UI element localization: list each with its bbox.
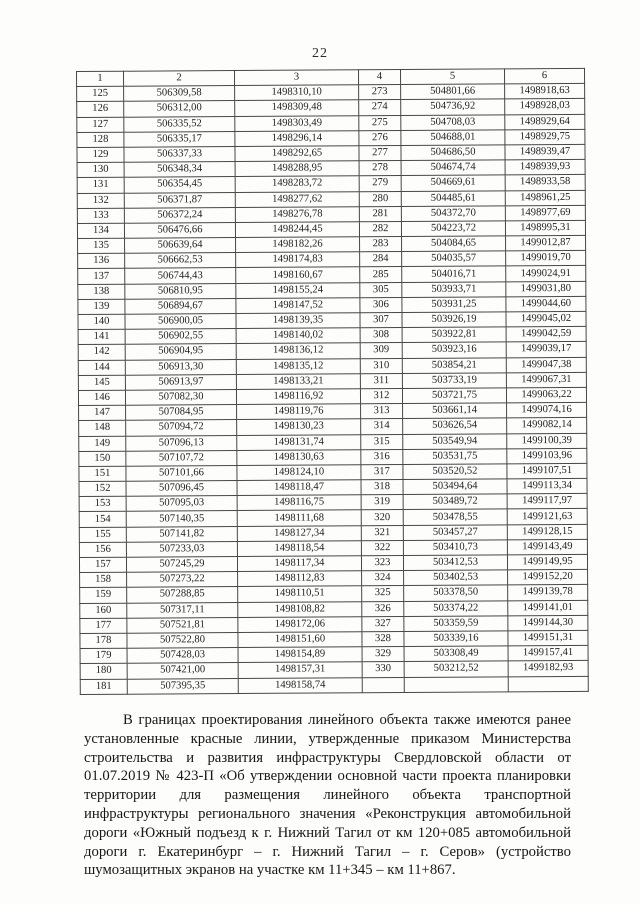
table-cell: 136 [78, 253, 125, 268]
table-cell: 322 [361, 540, 403, 555]
table-cell: 326 [362, 601, 404, 616]
table-cell: 329 [362, 647, 404, 662]
table-cell: 134 [77, 223, 124, 238]
table-cell: 1499157,41 [508, 646, 588, 662]
table-cell: 1498116,75 [237, 495, 361, 511]
table-cell: 1499152,20 [508, 570, 588, 586]
table-cell: 504686,50 [401, 145, 505, 161]
table-cell: 506354,45 [124, 177, 235, 193]
table-cell: 150 [79, 451, 126, 466]
page-number: 22 [312, 46, 328, 61]
table-cell: 1498244,45 [235, 222, 359, 238]
table-cell: 1499074,16 [507, 403, 587, 419]
table-cell: 503402,53 [404, 570, 508, 586]
table-cell: 131 [77, 178, 124, 193]
table-cell: 1499063,22 [506, 387, 586, 403]
table-cell: 1498918,63 [505, 84, 585, 100]
table-cell: 1498118,47 [237, 480, 361, 496]
table-cell: 504736,92 [401, 99, 505, 115]
table-cell: 1498310,10 [235, 85, 359, 101]
table-cell: 314 [361, 419, 403, 434]
table-cell: 503923,16 [402, 342, 506, 358]
table-cell: 1498158,74 [238, 677, 362, 693]
table-cell: 506337,33 [124, 146, 235, 162]
table-cell: 503926,19 [402, 312, 506, 328]
table-cell: 1498276,78 [235, 206, 359, 222]
table-cell: 1498140,02 [236, 328, 360, 344]
coordinates-table [76, 68, 589, 695]
table-cell: 507096,45 [126, 481, 237, 497]
table-cell: 158 [80, 572, 127, 587]
table-cell: 503933,71 [402, 282, 506, 298]
table-cell: 179 [80, 648, 127, 663]
table-cell: 504223,72 [401, 221, 505, 237]
table-cell: 503626,54 [403, 418, 507, 434]
table-cell: 319 [361, 495, 403, 510]
table-cell: 1498929,64 [505, 114, 585, 130]
table-cell: 1498117,34 [237, 556, 361, 572]
table-cell: 503478,55 [403, 509, 507, 525]
table-cell: 1499182,93 [508, 661, 588, 677]
table-cell: 507522,80 [127, 632, 238, 648]
table-cell: 1498118,54 [237, 541, 361, 557]
table-cell: 503212,52 [404, 661, 508, 677]
table-cell: 1498111,68 [237, 510, 361, 526]
table-cell: 506744,43 [125, 268, 236, 284]
table-cell: 1498110,51 [238, 586, 362, 602]
table-cell: 310 [360, 358, 402, 373]
column-header: 4 [358, 70, 400, 85]
column-header: 5 [400, 69, 504, 85]
table-cell: 503489,72 [403, 494, 507, 510]
table-cell: 1499012,87 [506, 235, 586, 251]
table-cell: 1499151,31 [508, 630, 588, 646]
table-cell: 1499042,59 [506, 327, 586, 343]
table-cell: 281 [359, 206, 401, 221]
table-cell: 503410,73 [403, 540, 507, 556]
table-cell: 307 [360, 313, 402, 328]
table-cell: 154 [79, 512, 126, 527]
table-cell: 1498108,82 [238, 601, 362, 617]
table-cell: 504674,74 [401, 160, 505, 176]
table-cell: 506335,17 [124, 131, 235, 147]
table-cell: 507428,03 [127, 648, 238, 664]
table-cell: 506639,64 [125, 238, 236, 254]
table-cell: 1499031,80 [506, 281, 586, 297]
table-cell: 1499141,01 [508, 600, 588, 616]
table-cell: 328 [362, 631, 404, 646]
table-cell: 504084,65 [402, 236, 506, 252]
table-cell: 325 [362, 586, 404, 601]
table-cell: 306 [360, 297, 402, 312]
table-cell: 1498172,06 [238, 617, 362, 633]
table-cell: 1499128,15 [507, 524, 587, 540]
table-cell: 506476,66 [124, 222, 235, 238]
table-cell: 1499139,78 [508, 585, 588, 601]
table-cell: 507094,72 [126, 420, 237, 436]
table-cell: 1499117,97 [507, 494, 587, 510]
table-cell: 507521,81 [127, 617, 238, 633]
table-cell: 1498155,24 [236, 282, 360, 298]
table-cell: 507082,30 [125, 389, 236, 405]
table-cell: 149 [79, 436, 126, 451]
table-cell: 321 [361, 525, 403, 540]
table-cell: 506371,87 [124, 192, 235, 208]
table-cell: 506312,00 [124, 101, 235, 117]
table-cell: 504016,71 [402, 266, 506, 282]
table-cell: 503308,49 [404, 646, 508, 662]
table-cell: 507141,82 [126, 526, 237, 542]
table-cell: 507273,22 [127, 572, 238, 588]
table-cell: 503922,81 [402, 327, 506, 343]
table-cell: 506913,97 [125, 374, 236, 390]
table-cell: 277 [359, 145, 401, 160]
table-cell: 503549,94 [403, 433, 507, 449]
table-cell: 1498136,12 [236, 343, 360, 359]
table-cell: 178 [80, 633, 127, 648]
table-cell: 1498127,34 [237, 525, 361, 541]
table-cell: 317 [361, 464, 403, 479]
table-cell: 507245,29 [126, 557, 237, 573]
table-cell: 1498124,10 [237, 465, 361, 481]
table-cell: 285 [360, 267, 402, 282]
table-cell: 132 [77, 193, 124, 208]
table-cell: 507096,13 [126, 435, 237, 451]
table-cell: 140 [78, 314, 125, 329]
table-cell: 155 [79, 527, 126, 542]
table-cell: 152 [79, 481, 126, 496]
table-cell: 506309,58 [124, 86, 235, 102]
table-cell: 504485,61 [401, 190, 505, 206]
table-cell: 280 [359, 191, 401, 206]
table-cell: 284 [360, 252, 402, 267]
table-cell: 1498939,93 [505, 160, 585, 176]
table-cell: 1498961,25 [505, 190, 585, 206]
table-cell: 318 [361, 480, 403, 495]
column-header: 3 [235, 70, 359, 86]
table-cell: 506810,95 [125, 283, 236, 299]
table-cell: 504372,70 [401, 206, 505, 222]
table-cell: 1498157,31 [238, 662, 362, 678]
table-cell: 507101,66 [126, 465, 237, 481]
table-cell [404, 676, 508, 692]
table-cell: 1499113,34 [507, 478, 587, 494]
table-cell: 279 [359, 176, 401, 191]
table-cell: 1499047,38 [506, 357, 586, 373]
table-cell: 507107,72 [126, 450, 237, 466]
table-cell: 503457,27 [403, 524, 507, 540]
table-cell: 503378,50 [404, 585, 508, 601]
table-cell: 141 [78, 329, 125, 344]
table-cell: 1498135,12 [236, 358, 360, 374]
table-cell: 276 [359, 130, 401, 145]
table-cell: 507095,03 [126, 496, 237, 512]
table-cell: 507084,95 [126, 405, 237, 421]
coordinates-table-body [77, 68, 589, 694]
table-cell [362, 677, 404, 692]
table-cell: 145 [78, 375, 125, 390]
table-cell: 1498116,92 [236, 389, 360, 405]
table-cell: 1498151,60 [238, 632, 362, 648]
table-cell: 311 [360, 373, 402, 388]
table-cell: 129 [77, 147, 124, 162]
table-cell: 1498160,67 [236, 267, 360, 283]
table-cell: 504669,61 [401, 175, 505, 191]
table-cell: 315 [361, 434, 403, 449]
table-cell: 506662,53 [125, 253, 236, 269]
table-cell: 147 [79, 405, 126, 420]
table-cell: 160 [80, 603, 127, 618]
table-cell: 181 [80, 679, 127, 694]
table-cell: 506335,52 [124, 116, 235, 132]
table-cell: 324 [362, 571, 404, 586]
table-cell: 1499024,91 [506, 266, 586, 282]
table-cell: 1499143,49 [507, 539, 587, 555]
table-cell: 503339,16 [404, 631, 508, 647]
table-cell: 1498130,23 [237, 419, 361, 435]
table-cell: 506904,95 [125, 344, 236, 360]
table-cell: 1498133,21 [236, 374, 360, 390]
table-cell: 1498296,14 [235, 131, 359, 147]
table-cell: 316 [361, 449, 403, 464]
table-cell: 1498147,52 [236, 298, 360, 314]
table-cell: 503531,75 [403, 449, 507, 465]
table-cell: 503661,14 [403, 403, 507, 419]
table-cell: 1499144,30 [508, 615, 588, 631]
table-cell: 1498288,95 [235, 161, 359, 177]
table-cell: 1498139,35 [236, 313, 360, 329]
table-cell: 313 [361, 404, 403, 419]
table-cell: 282 [359, 221, 401, 236]
table-cell: 156 [79, 542, 126, 557]
table-cell: 308 [360, 328, 402, 343]
table-row [80, 676, 588, 694]
table-cell: 130 [77, 162, 124, 177]
table-cell: 1498182,26 [236, 237, 360, 253]
table-cell: 305 [360, 282, 402, 297]
table-cell: 1498928,03 [505, 99, 585, 115]
table-cell: 1498933,58 [505, 175, 585, 191]
table-cell: 504035,57 [402, 251, 506, 267]
table-cell: 128 [77, 132, 124, 147]
table-cell [508, 676, 588, 692]
table-cell: 503854,21 [402, 357, 506, 373]
table-cell: 503412,53 [403, 555, 507, 571]
table-cell: 1498929,75 [505, 129, 585, 145]
table-cell: 153 [79, 496, 126, 511]
table-cell: 506348,34 [124, 162, 235, 178]
table-cell: 504801,66 [401, 84, 505, 100]
table-cell: 283 [360, 237, 402, 252]
table-cell: 142 [78, 345, 125, 360]
table-cell: 503494,64 [403, 479, 507, 495]
column-header: 2 [124, 71, 235, 87]
table-cell: 1498303,49 [235, 115, 359, 131]
column-header: 1 [77, 71, 124, 86]
table-cell: 1498939,47 [505, 144, 585, 160]
table-cell: 1498309,48 [235, 100, 359, 116]
table-cell: 507395,35 [127, 678, 238, 694]
table-cell: 135 [78, 238, 125, 253]
table-cell: 309 [360, 343, 402, 358]
table-cell: 507140,35 [126, 511, 237, 527]
table-cell: 503931,25 [402, 297, 506, 313]
table-cell: 1498112,83 [238, 571, 362, 587]
table-cell: 1499149,95 [507, 554, 587, 570]
column-header: 6 [504, 68, 584, 84]
table-cell: 273 [359, 85, 401, 100]
table-cell: 506900,05 [125, 314, 236, 330]
table-cell: 327 [362, 616, 404, 631]
table-cell: 146 [78, 390, 125, 405]
table-cell: 1499019,70 [506, 251, 586, 267]
table-cell: 323 [361, 556, 403, 571]
table-cell: 1498995,31 [505, 220, 585, 236]
table-cell: 507288,85 [127, 587, 238, 603]
table-cell: 1499107,51 [507, 463, 587, 479]
table-cell: 1498283,72 [235, 176, 359, 192]
table-cell: 504708,03 [401, 114, 505, 130]
table-cell: 180 [80, 664, 127, 679]
table-cell: 148 [79, 421, 126, 436]
table-cell: 157 [79, 557, 126, 572]
table-cell: 507421,00 [127, 663, 238, 679]
table-cell: 1499100,39 [507, 433, 587, 449]
table-cell: 506894,67 [125, 298, 236, 314]
table-cell: 1498977,69 [505, 205, 585, 221]
table-cell: 1499044,60 [506, 296, 586, 312]
table-cell: 320 [361, 510, 403, 525]
table-cell: 1498292,65 [235, 146, 359, 162]
table-cell: 125 [77, 86, 124, 101]
table-cell: 1499103,96 [507, 448, 587, 464]
table-cell: 506902,55 [125, 329, 236, 345]
table-cell: 312 [360, 388, 402, 403]
table-cell: 504688,01 [401, 130, 505, 146]
table-cell: 1499082,14 [507, 418, 587, 434]
table-cell: 506372,24 [124, 207, 235, 223]
table-cell: 1498154,89 [238, 647, 362, 663]
table-cell: 1499039,17 [506, 342, 586, 358]
table-cell: 139 [78, 299, 125, 314]
table-cell: 1498277,62 [235, 191, 359, 207]
table-cell: 503733,19 [402, 373, 506, 389]
table-cell: 1498119,76 [237, 404, 361, 420]
table-cell: 275 [359, 115, 401, 130]
table-cell: 1499045,02 [506, 311, 586, 327]
table-cell: 138 [78, 284, 125, 299]
table-cell: 126 [77, 102, 124, 117]
table-cell: 330 [362, 662, 404, 677]
table-cell: 503721,75 [402, 388, 506, 404]
table-cell: 133 [77, 208, 124, 223]
table-cell: 278 [359, 161, 401, 176]
table-cell: 1499067,31 [506, 372, 586, 388]
table-cell: 506913,30 [125, 359, 236, 375]
table-cell: 503359,59 [404, 616, 508, 632]
table-cell: 1498131,74 [237, 434, 361, 450]
table-cell: 1498174,83 [236, 252, 360, 268]
table-cell: 274 [359, 100, 401, 115]
table-cell: 127 [77, 117, 124, 132]
table-cell: 137 [78, 269, 125, 284]
table-cell: 159 [80, 588, 127, 603]
table-cell: 1498130,63 [237, 449, 361, 465]
table-cell: 507233,03 [126, 541, 237, 557]
body-paragraph: В границах проектирования линейного объекта также имеются ранее установленные красные линии, утвержденные приказом Министерства строительства и развития инфраструктуры Свердловской области от 01.07.2019 № 423-П «Об утверждении основной части проекта планировки территории для размещения линейного объекта транспортной инфраструктуры регионального значения «Реконструкция автомобильной дороги «Южный подъезд к г. Нижний Тагил от км 120+085 автомобильной дороги г. Екатеринбург – г. Нижний Тагил – г. Серов» (устройство шумозащитных экранов на участке км 11+345 – км 11+867. [84, 712, 571, 879]
table-cell: 507317,11 [127, 602, 238, 618]
table-cell: 144 [78, 360, 125, 375]
table-cell: 151 [79, 466, 126, 481]
table-cell: 1499121,63 [507, 509, 587, 525]
table-cell: 177 [80, 618, 127, 633]
table-cell: 503520,52 [403, 464, 507, 480]
table-cell: 503374,22 [404, 600, 508, 616]
